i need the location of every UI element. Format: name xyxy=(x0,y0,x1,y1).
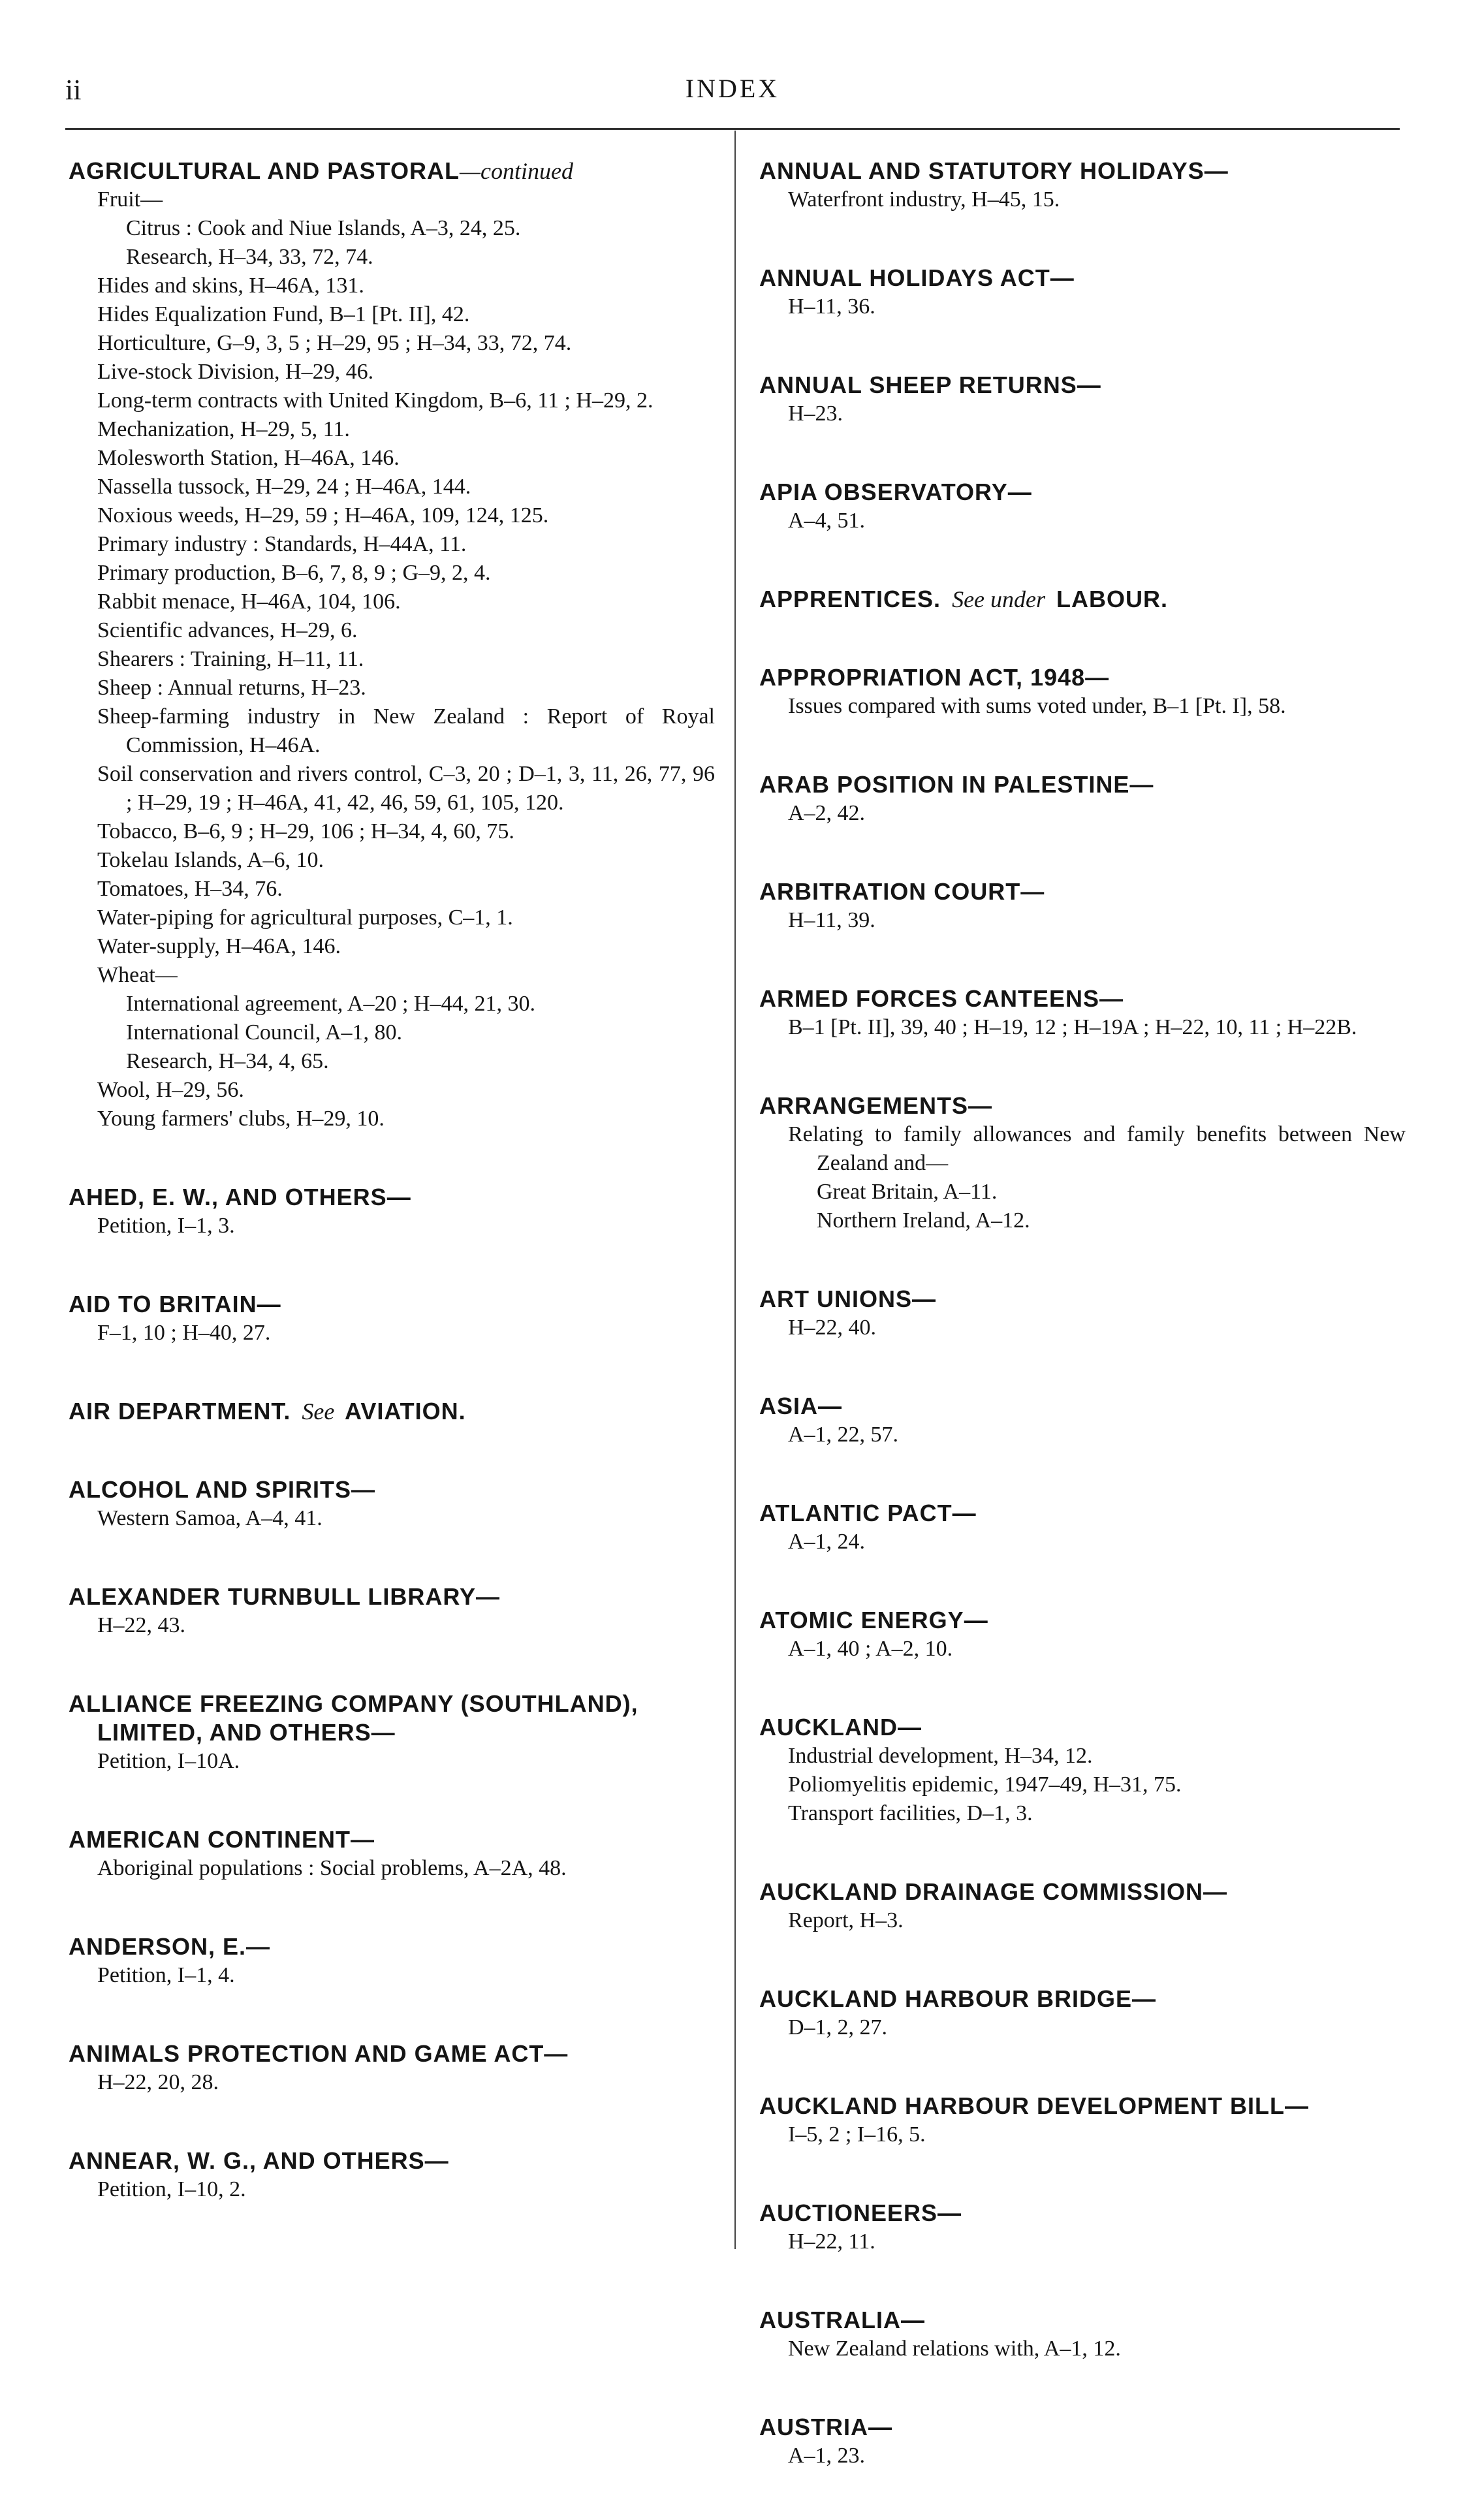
index-entry xyxy=(759,585,1406,614)
index-entry xyxy=(759,663,1406,721)
entry-heading-text: ANNEAR, W. G., AND OTHERS— xyxy=(69,2147,449,2174)
entry-item: Horticulture, G–9, 3, 5 ; H–29, 95 ; H–34, 33, 72, 74. xyxy=(97,331,572,355)
entry-subitem: Research, H–34, 33, 72, 74. xyxy=(126,245,373,269)
entry-item: H–22, 20, 28. xyxy=(97,2070,219,2094)
index-entry xyxy=(759,877,1406,935)
entry-item: Petition, I–1, 4. xyxy=(97,1963,235,1987)
index-entry xyxy=(69,1825,715,1883)
entry-item: Petition, I–10A. xyxy=(97,1749,240,1773)
index-entry xyxy=(759,984,1406,1042)
entry-heading xyxy=(759,770,1406,799)
index-entry xyxy=(759,264,1406,321)
entry-heading xyxy=(69,1583,715,1611)
entry-heading xyxy=(759,1606,1406,1635)
entry-item: A–2, 42. xyxy=(788,801,866,825)
index-entry xyxy=(69,2040,715,2097)
entry-item: Poliomyelitis epidemic, 1947–49, H–31, 75. xyxy=(788,1772,1182,1797)
entry-item: Rabbit menace, H–46A, 104, 106. xyxy=(97,590,401,614)
entry-heading xyxy=(759,1285,1406,1314)
index-entry xyxy=(69,157,715,1133)
entry-heading xyxy=(759,663,1406,692)
entry-item: Waterfront industry, H–45, 15. xyxy=(788,187,1060,212)
entry-subitem: Citrus : Cook and Niue Islands, A–3, 24, 25. xyxy=(126,216,521,240)
index-entry xyxy=(759,1985,1406,2042)
entry-item: Molesworth Station, H–46A, 146. xyxy=(97,446,400,470)
index-entry xyxy=(759,770,1406,828)
entry-item: Issues compared with sums voted under, B–1 [Pt. I], 58. xyxy=(788,694,1286,718)
entry-item: Primary industry : Standards, H–44A, 11. xyxy=(97,532,467,556)
entry-item: Scientific advances, H–29, 6. xyxy=(97,618,358,642)
entry-heading xyxy=(759,1713,1406,1742)
entry-heading-text: ALLIANCE FREEZING COMPANY (SOUTHLAND), LIMITED, AND OTHERS— xyxy=(69,1690,638,1746)
right-column xyxy=(759,157,1406,2520)
entry-heading-text: APIA OBSERVATORY— xyxy=(759,479,1032,505)
entry-heading xyxy=(759,1499,1406,1528)
entry-heading xyxy=(759,1878,1406,1906)
index-entry xyxy=(759,157,1406,214)
index-entry xyxy=(759,2413,1406,2470)
entry-item: H–22, 40. xyxy=(788,1315,877,1340)
entry-heading-text: APPRENTICES. xyxy=(759,586,941,612)
entry-item: Sheep : Annual returns, H–23. xyxy=(97,676,366,700)
entry-heading-text: ANDERSON, E.— xyxy=(69,1933,271,1960)
entry-item: A–4, 51. xyxy=(788,509,866,533)
entry-heading xyxy=(69,1183,715,1212)
running-head: INDEX xyxy=(685,74,780,103)
entry-heading-text: AID TO BRITAIN— xyxy=(69,1291,281,1317)
entry-subitem: Great Britain, A–11. xyxy=(817,1180,998,1204)
entry-item: H–11, 36. xyxy=(788,294,875,319)
index-entry xyxy=(759,1499,1406,1556)
entry-heading xyxy=(759,157,1406,185)
index-entry xyxy=(69,2147,715,2204)
entry-heading xyxy=(69,1825,715,1854)
entry-item: Nassella tussock, H–29, 24 ; H–46A, 144. xyxy=(97,475,471,499)
cross-reference-label: See xyxy=(302,1398,335,1425)
entry-subitem: Northern Ireland, A–12. xyxy=(817,1208,1030,1233)
entry-heading xyxy=(759,371,1406,400)
entry-heading xyxy=(759,984,1406,1013)
entry-item: Hides Equalization Fund, B–1 [Pt. II], 42. xyxy=(97,302,470,326)
index-entry xyxy=(69,1290,715,1347)
index-entry xyxy=(759,371,1406,428)
entry-item: B–1 [Pt. II], 39, 40 ; H–19, 12 ; H–19A ; H–22, 10, 11 ; H–22B. xyxy=(788,1015,1357,1039)
entry-heading xyxy=(69,157,715,185)
index-entry xyxy=(69,1183,715,1240)
index-entry xyxy=(759,478,1406,535)
index-entry xyxy=(759,2306,1406,2363)
entry-heading-text: ALCOHOL AND SPIRITS— xyxy=(69,1476,376,1503)
entry-heading-text: AUCKLAND— xyxy=(759,1714,922,1740)
entry-item: A–1, 24. xyxy=(788,1530,866,1554)
index-entry xyxy=(759,1713,1406,1828)
entry-item: A–1, 40 ; A–2, 10. xyxy=(788,1637,953,1661)
index-entry xyxy=(69,1932,715,1990)
entry-item: Western Samoa, A–4, 41. xyxy=(97,1506,323,1530)
entry-item: Aboriginal populations : Social problems, A–2A, 48. xyxy=(97,1856,567,1880)
entry-heading-text: ARBITRATION COURT— xyxy=(759,878,1045,905)
entry-item: Hides and skins, H–46A, 131. xyxy=(97,274,364,298)
entry-heading xyxy=(759,585,1406,614)
cross-reference-target: LABOUR. xyxy=(1056,586,1169,612)
entry-item: Report, H–3. xyxy=(788,1908,904,1932)
entry-item: Sheep-farming industry in New Zealand : Report of Royal Commission, H–46A. xyxy=(97,704,715,757)
entry-heading xyxy=(69,2147,715,2175)
entry-item: Industrial development, H–34, 12. xyxy=(788,1744,1093,1768)
entry-heading xyxy=(759,478,1406,507)
entry-item: Fruit— xyxy=(97,187,163,212)
entry-heading xyxy=(69,1397,715,1426)
entry-heading-text: ARAB POSITION IN PALESTINE— xyxy=(759,771,1154,798)
entry-heading-text: ARRANGEMENTS— xyxy=(759,1092,993,1119)
entry-subitem: Research, H–34, 4, 65. xyxy=(126,1049,329,1073)
index-entry xyxy=(69,1397,715,1426)
entry-heading xyxy=(69,2040,715,2068)
entry-heading xyxy=(759,1985,1406,2013)
entry-heading-text: AMERICAN CONTINENT— xyxy=(69,1826,375,1853)
entry-item: H–23. xyxy=(788,402,843,426)
entry-item: Water-supply, H–46A, 146. xyxy=(97,934,341,958)
entry-item: A–1, 23. xyxy=(788,2444,866,2468)
entry-item: Shearers : Training, H–11, 11. xyxy=(97,647,364,671)
cross-reference-label: See under xyxy=(952,586,1046,612)
entry-heading-text: ATLANTIC PACT— xyxy=(759,1500,977,1526)
entry-subitem: International Council, A–1, 80. xyxy=(126,1020,403,1045)
entry-item: A–1, 22, 57. xyxy=(788,1423,899,1447)
entry-item: I–5, 2 ; I–16, 5. xyxy=(788,2122,926,2147)
entry-heading-text: AHED, E. W., AND OTHERS— xyxy=(69,1184,411,1210)
entry-heading xyxy=(759,877,1406,906)
index-entry xyxy=(69,1583,715,1640)
entry-heading-text: APPROPRIATION ACT, 1948— xyxy=(759,664,1110,691)
entry-heading xyxy=(759,1392,1406,1421)
entry-heading xyxy=(69,1932,715,1961)
entry-heading-text: AUSTRALIA— xyxy=(759,2307,925,2333)
entry-heading-text: ATOMIC ENERGY— xyxy=(759,1607,988,1633)
entry-item: Long-term contracts with United Kingdom, B–6, 11 ; H–29, 2. xyxy=(97,388,654,413)
index-entry xyxy=(69,1475,715,1533)
entry-heading-text: ART UNIONS— xyxy=(759,1285,936,1312)
entry-item: New Zealand relations with, A–1, 12. xyxy=(788,2337,1121,2361)
entry-item: Tomatoes, H–34, 76. xyxy=(97,877,283,901)
entry-heading-text: AIR DEPARTMENT. xyxy=(69,1398,291,1425)
entry-item: Petition, I–1, 3. xyxy=(97,1214,235,1238)
entry-heading-text: AUCTIONEERS— xyxy=(759,2199,962,2226)
entry-heading-text: ANIMALS PROTECTION AND GAME ACT— xyxy=(69,2040,569,2067)
index-entry xyxy=(759,1392,1406,1449)
entry-heading-text: AUSTRIA— xyxy=(759,2414,892,2440)
column-divider xyxy=(734,131,736,2249)
entry-heading xyxy=(759,2199,1406,2228)
entry-item: Soil conservation and rivers control, C–3, 20 ; D–1, 3, 11, 26, 77, 96 ; H–29, 19 ; H–46A, 41, 42, 46, 59, 61, 105, 120. xyxy=(97,762,715,815)
entry-heading xyxy=(759,2306,1406,2335)
header-rule xyxy=(65,128,1400,130)
entry-heading xyxy=(69,1475,715,1504)
entry-item: H–22, 11. xyxy=(788,2229,875,2254)
index-entry xyxy=(759,1285,1406,1342)
page-number: ii xyxy=(65,74,82,106)
entry-item: Live-stock Division, H–29, 46. xyxy=(97,360,374,384)
index-entry xyxy=(69,1690,715,1776)
entry-item: D–1, 2, 27. xyxy=(788,2015,888,2040)
entry-heading-text: AGRICULTURAL AND PASTORAL xyxy=(69,157,460,184)
entry-item: Noxious weeds, H–29, 59 ; H–46A, 109, 124, 125. xyxy=(97,503,549,528)
left-column xyxy=(69,157,715,2254)
entry-item: Young farmers' clubs, H–29, 10. xyxy=(97,1107,385,1131)
entry-item: Wheat— xyxy=(97,963,178,987)
entry-heading-text: ASIA— xyxy=(759,1393,843,1419)
entry-heading-text: AUCKLAND HARBOUR BRIDGE— xyxy=(759,1985,1156,2012)
index-entry xyxy=(759,1092,1406,1235)
entry-heading xyxy=(759,2092,1406,2120)
index-entry xyxy=(759,1606,1406,1663)
entry-item: Petition, I–10, 2. xyxy=(97,2177,246,2201)
entry-heading-text: ANNUAL AND STATUTORY HOLIDAYS— xyxy=(759,157,1229,184)
entry-item: Primary production, B–6, 7, 8, 9 ; G–9, 2, 4. xyxy=(97,561,491,585)
entry-heading-text: ARMED FORCES CANTEENS— xyxy=(759,985,1124,1012)
entry-heading-text: ANNUAL SHEEP RETURNS— xyxy=(759,371,1101,398)
entry-subitem: International agreement, A–20 ; H–44, 21, 30. xyxy=(126,992,535,1016)
entry-heading-text: AUCKLAND HARBOUR DEVELOPMENT BILL— xyxy=(759,2092,1309,2119)
entry-item: Mechanization, H–29, 5, 11. xyxy=(97,417,350,441)
cross-reference-target: AVIATION. xyxy=(345,1398,466,1425)
entry-item: Water-piping for agricultural purposes, C–1, 1. xyxy=(97,906,513,930)
entry-heading xyxy=(69,1690,715,1747)
entry-heading-text: ANNUAL HOLIDAYS ACT— xyxy=(759,264,1075,291)
entry-heading xyxy=(759,2413,1406,2442)
entry-item: Tokelau Islands, A–6, 10. xyxy=(97,848,324,872)
entry-heading xyxy=(759,1092,1406,1120)
entry-heading-text: ALEXANDER TURNBULL LIBRARY— xyxy=(69,1583,500,1610)
entry-heading xyxy=(759,264,1406,292)
entry-item: Wool, H–29, 56. xyxy=(97,1078,244,1102)
entry-item: H–11, 39. xyxy=(788,908,875,932)
entry-heading xyxy=(69,1290,715,1319)
entry-heading-text: AUCKLAND DRAINAGE COMMISSION— xyxy=(759,1878,1227,1905)
entry-item: Transport facilities, D–1, 3. xyxy=(788,1801,1033,1825)
entry-item: F–1, 10 ; H–40, 27. xyxy=(97,1321,271,1345)
index-entry xyxy=(759,1878,1406,1935)
index-entry xyxy=(759,2199,1406,2256)
entry-item: H–22, 43. xyxy=(97,1613,186,1637)
entry-heading-suffix: —continued xyxy=(459,158,573,184)
entry-item: Relating to family allowances and family benefits between New Zealand and— xyxy=(788,1122,1406,1175)
entry-item: Tobacco, B–6, 9 ; H–29, 106 ; H–34, 4, 60, 75. xyxy=(97,819,514,843)
index-entry xyxy=(759,2092,1406,2149)
